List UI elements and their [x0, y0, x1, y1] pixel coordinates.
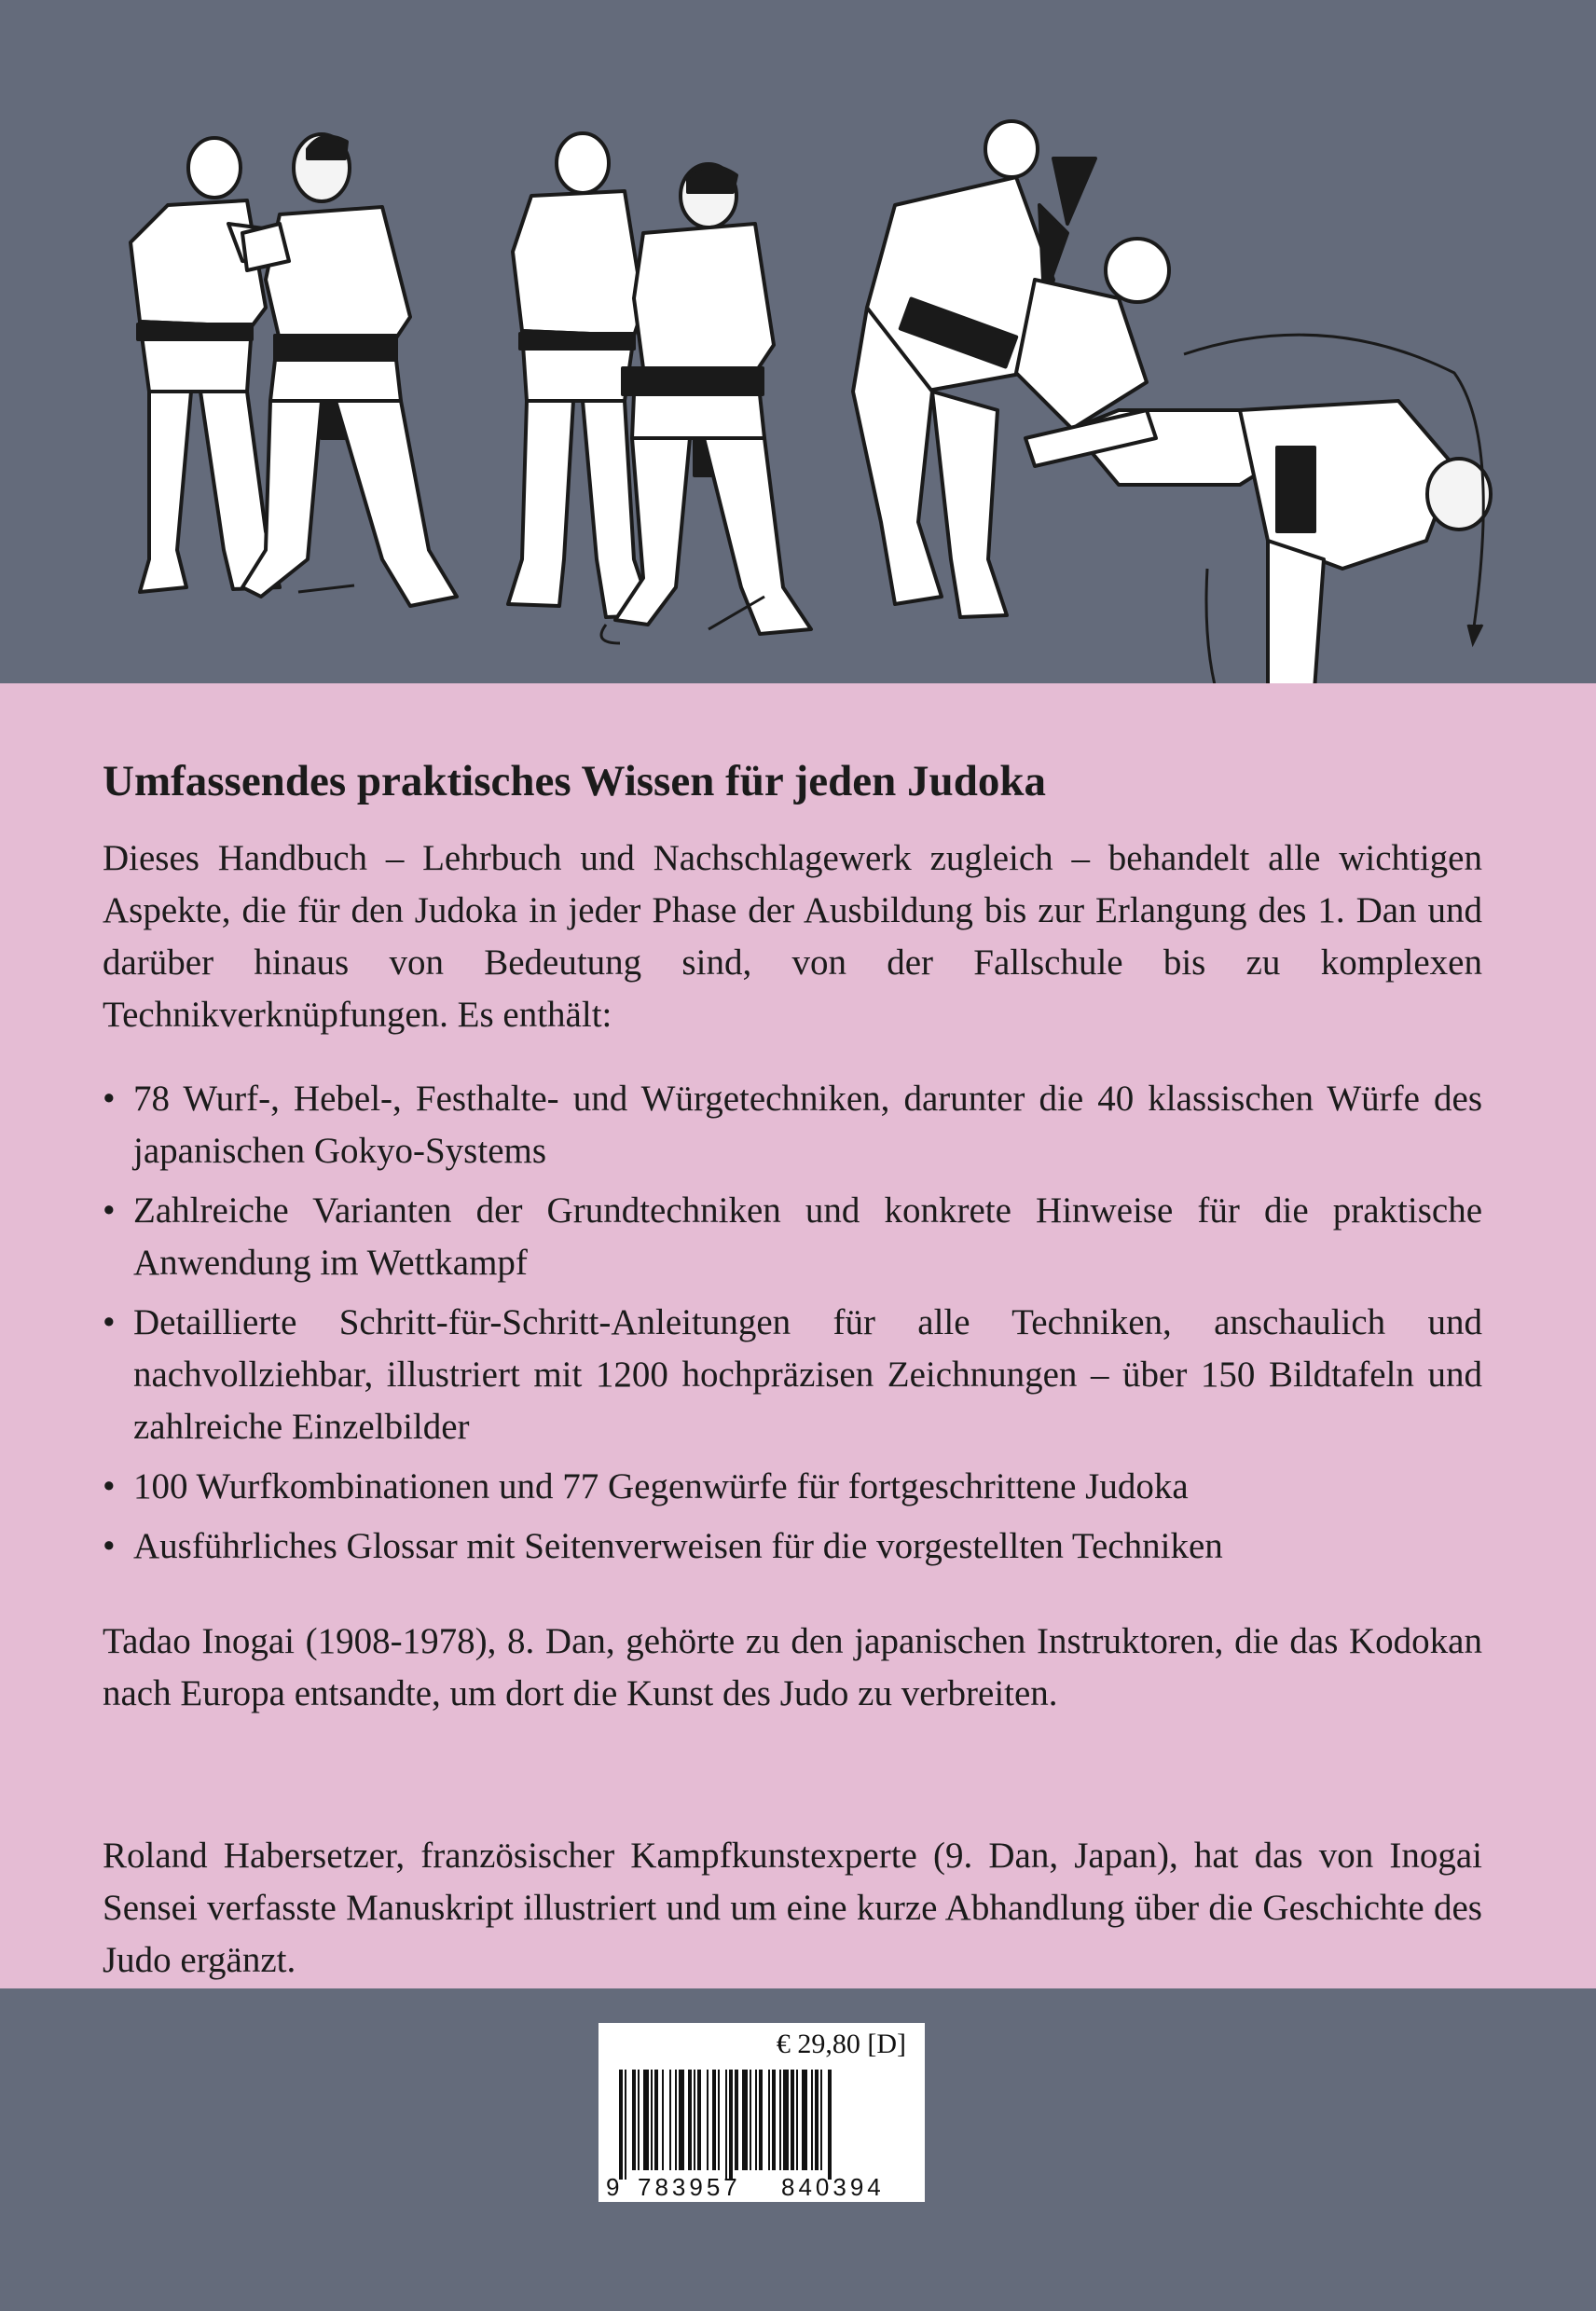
- list-item: [103, 1297, 1482, 1453]
- barcode-bar: [779, 2070, 781, 2170]
- barcode-label: [598, 2023, 925, 2202]
- barcode-bar: [638, 2070, 640, 2170]
- barcode-digit-first: 9: [606, 2173, 620, 2201]
- barcode-bar: [811, 2070, 813, 2170]
- judoka-figure-4: [615, 164, 811, 634]
- headline: Umfassendes praktisches Wissen für jeden Judoka: [103, 757, 1046, 805]
- description-panel: [0, 683, 1596, 1988]
- barcode-bar: [755, 2070, 757, 2170]
- judo-throw-illustration: [0, 0, 1596, 746]
- barcode-bar: [694, 2070, 695, 2170]
- barcode-bar: [632, 2070, 636, 2170]
- list-item: [103, 1073, 1482, 1177]
- barcode-bar: [796, 2070, 798, 2170]
- list-item: [103, 1461, 1482, 1513]
- barcode-bar: [759, 2070, 763, 2170]
- barcode-bar: [675, 2070, 677, 2170]
- barcode-bar: [697, 2070, 701, 2170]
- barcode-bar: [679, 2070, 684, 2170]
- barcode-bar: [707, 2070, 709, 2170]
- barcode-bar: [828, 2070, 832, 2180]
- barcode-bar: [625, 2070, 626, 2180]
- barcode-bar: [643, 2070, 649, 2170]
- feature-list: [103, 1073, 1482, 1580]
- barcode-digits-left: 783957: [638, 2173, 741, 2201]
- barcode-bar: [712, 2070, 716, 2170]
- barcode-bar: [619, 2070, 623, 2180]
- barcode-digits-right: 840394: [781, 2173, 885, 2201]
- list-item: [103, 1185, 1482, 1289]
- list-item-text: Zahlreiche Varianten der Grundtechniken und konkrete Hinweise für die praktische Anwendung im Wettkampf: [133, 1190, 1482, 1283]
- barcode-bar: [768, 2070, 770, 2170]
- author-bio-inogai: Tadao Inogai (1908-1978), 8. Dan, gehörte zu den japanischen Instruktoren, die das Kodokan nach Europa entsandte, um dort die Kunst des Judo zu verbreiten.: [103, 1621, 1482, 1713]
- barcode-bar: [783, 2070, 789, 2170]
- barcode-bar: [735, 2070, 738, 2170]
- bullet-icon: •: [103, 1526, 116, 1566]
- barcode-bars: [619, 2070, 832, 2180]
- barcode-bar: [820, 2070, 822, 2170]
- intro-paragraph: Dieses Handbuch – Lehrbuch und Nachschlagewerk zugleich – behandelt alle wichtigen Aspekte, die für den Judoka in jeder Phase der Ausbildung bis zur Erlangung des 1. Dan und darüber hinaus von Bedeutung sind, von der Fallschule bis zu komplexen Technikverknüpfungen. Es enthält:: [103, 838, 1482, 1035]
- barcode-bar: [742, 2070, 748, 2170]
- bullet-icon: •: [103, 1466, 116, 1506]
- barcode-bar: [802, 2070, 807, 2170]
- barcode-bar: [725, 2070, 727, 2180]
- list-item: [103, 1520, 1482, 1573]
- barcode-bar: [688, 2070, 692, 2170]
- author-bio-habersetzer: Roland Habersetzer, französischer Kampfkunstexperte (9. Dan, Japan), hat das von Inogai Sensei verfasste Manuskript illustriert und um eine kurze Abhandlung über die Geschichte des Judo ergänzt.: [103, 1836, 1482, 1980]
- isbn-barcode: [598, 2023, 925, 2202]
- barcode-bar: [772, 2070, 776, 2170]
- barcode-bar: [718, 2070, 720, 2170]
- barcode-bar: [662, 2070, 664, 2170]
- barcode-bar: [654, 2070, 658, 2170]
- list-item-text: Detaillierte Schritt-für-Schritt-Anleitungen für alle Techniken, anschaulich und nachvollziehbar, illustriert mit 1200 hochpräzisen Zeichnungen – über 150 Bildtafeln und zahlreiche Einzelbilder: [133, 1302, 1482, 1447]
- bullet-icon: •: [103, 1079, 116, 1119]
- barcode-bar: [651, 2070, 653, 2170]
- list-item-text: 78 Wurf-, Hebel-, Festhalte- und Würgetechniken, darunter die 40 klassischen Würfe des japanischen Gokyo-Systems: [133, 1079, 1482, 1171]
- bullet-icon: •: [103, 1190, 116, 1231]
- barcode-bar: [669, 2070, 671, 2170]
- judoka-figure-2: [242, 134, 457, 606]
- list-item-text: 100 Wurfkombinationen und 77 Gegenwürfe für fortgeschrittene Judoka: [133, 1466, 1189, 1506]
- barcode-bar: [815, 2070, 819, 2170]
- judoka-figure-6: [1016, 239, 1491, 722]
- bullet-icon: •: [103, 1302, 116, 1342]
- price-tag: € 29,80 [D]: [776, 2029, 906, 2059]
- barcode-bar: [791, 2070, 794, 2170]
- barcode-bar: [750, 2070, 751, 2170]
- barcode-bar: [729, 2070, 733, 2180]
- list-item-text: Ausführliches Glossar mit Seitenverweisen für die vorgestellten Techniken: [133, 1526, 1223, 1566]
